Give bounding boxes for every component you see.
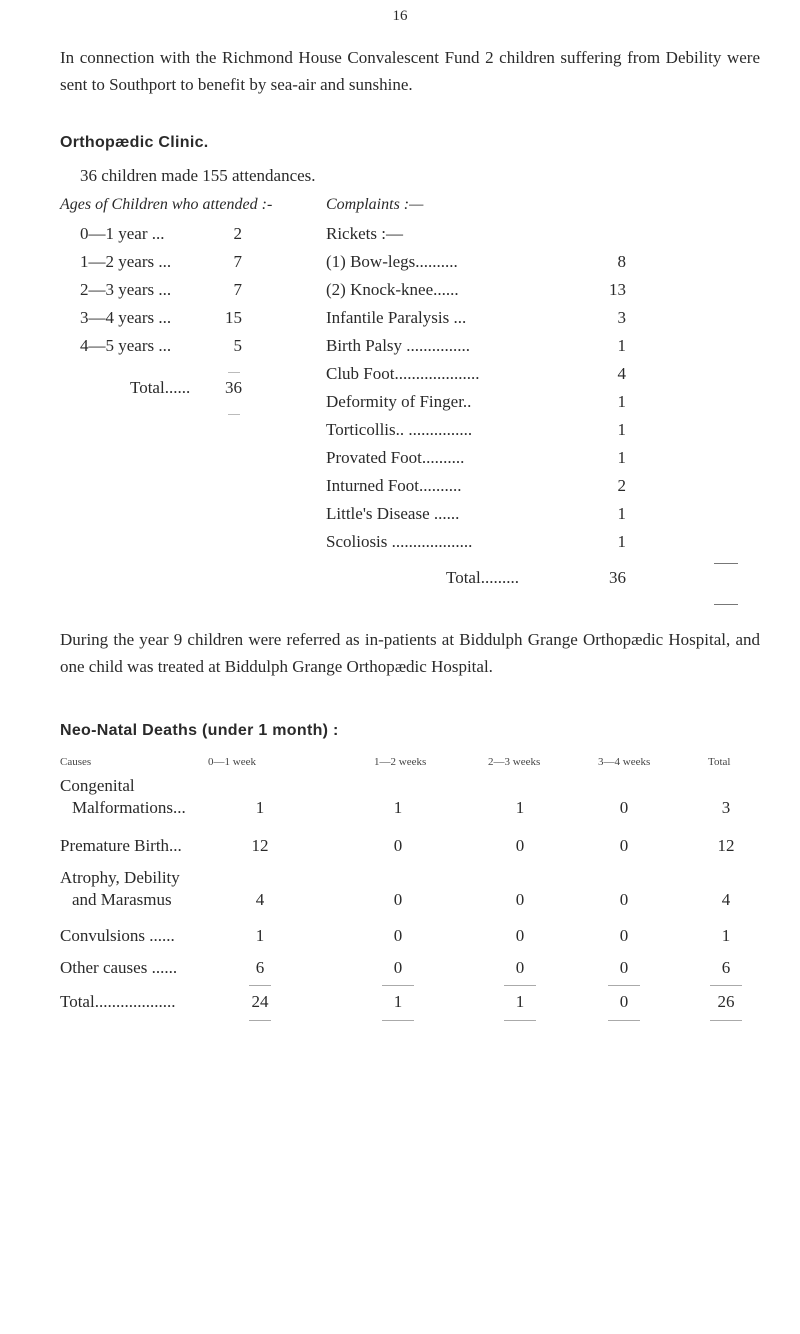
age-count: 5 xyxy=(233,336,242,355)
table-cell: 4 xyxy=(721,890,731,909)
table-cell: 12 xyxy=(717,836,735,855)
complaint-label: Club Foot.................... xyxy=(326,364,480,383)
age-count: 7 xyxy=(233,280,242,299)
table-cell: 0 xyxy=(619,926,629,945)
age-row xyxy=(80,280,242,300)
complaint-count: 1 xyxy=(617,392,626,411)
table-cell: 0 xyxy=(515,836,525,855)
complaint-label: Provated Foot.......... xyxy=(326,448,465,467)
attendance-summary: 36 children made 155 attendances. xyxy=(80,166,316,185)
column-header: 1—2 weeks xyxy=(374,756,427,768)
divider xyxy=(382,985,414,986)
ages-total-row xyxy=(130,378,242,398)
table-cell: 0 xyxy=(515,890,525,909)
complaint-label: Little's Disease ...... xyxy=(326,504,460,523)
age-row xyxy=(80,336,242,356)
table-cell: 3 xyxy=(721,798,731,817)
table-cell: 0 xyxy=(393,836,403,855)
neonatal-heading: Neo-Natal Deaths (under 1 month) : xyxy=(60,722,339,739)
complaint-row xyxy=(326,476,626,496)
divider xyxy=(608,985,640,986)
complaint-row xyxy=(326,252,626,272)
table-cell: 0 xyxy=(393,890,403,909)
table-cell: 0 xyxy=(619,798,629,817)
complaint-label: Infantile Paralysis ... xyxy=(326,308,467,327)
intro-paragraph: In connection with the Richmond House Convalescent Fund 2 children suffering from Debility were sent to Southport to benefit by sea-air and sunshine. xyxy=(60,48,760,94)
complaints-total-label: Total......... xyxy=(446,568,519,587)
divider xyxy=(504,985,536,986)
ages-heading: Ages of Children who attended :- xyxy=(60,196,273,213)
total-cell: 0 xyxy=(619,992,629,1011)
age-count: 7 xyxy=(233,252,242,271)
table-cell: 6 xyxy=(255,958,265,977)
table-cell: 0 xyxy=(515,958,525,977)
divider xyxy=(249,985,271,986)
cause-label: and Marasmus xyxy=(72,890,172,909)
divider xyxy=(714,604,738,605)
divider xyxy=(228,414,240,415)
age-label: 0—1 year ... xyxy=(80,224,165,243)
divider xyxy=(608,1020,640,1021)
divider xyxy=(710,985,742,986)
table-cell: 1 xyxy=(721,926,731,945)
complaints-total-count: 36 xyxy=(609,568,626,587)
complaint-row xyxy=(326,336,626,356)
total-cell: 1 xyxy=(393,992,403,1011)
age-label: 2—3 years ... xyxy=(80,280,172,299)
age-label: 3—4 years ... xyxy=(80,308,172,327)
complaint-count: 1 xyxy=(617,532,626,551)
age-row xyxy=(80,252,242,272)
total-cell: 26 xyxy=(717,992,735,1011)
complaints-total-row xyxy=(446,568,626,588)
complaint-count: 1 xyxy=(617,448,626,467)
table-cell: 0 xyxy=(515,926,525,945)
page-number: 16 xyxy=(392,8,408,24)
table-cell: 1 xyxy=(255,926,265,945)
divider xyxy=(714,563,738,564)
table-cell: 1 xyxy=(255,798,265,817)
table-cell: 0 xyxy=(619,836,629,855)
complaint-count: 1 xyxy=(617,504,626,523)
cause-label: Other causes ...... xyxy=(60,958,178,977)
ages-total-count: 36 xyxy=(225,378,242,397)
referral-paragraph: During the year 9 children were referred as in-patients at Biddulph Grange Orthopædic Hospital, and one child was treated at Biddulph Grange Orthopædic Hospital. xyxy=(60,630,760,676)
complaint-row xyxy=(326,308,626,328)
age-label: 1—2 years ... xyxy=(80,252,172,271)
table-cell: 0 xyxy=(619,958,629,977)
table-cell: 4 xyxy=(255,890,265,909)
total-cell: 24 xyxy=(251,992,269,1011)
complaint-row xyxy=(326,504,626,524)
complaint-row xyxy=(326,532,626,552)
complaints-heading: Complaints :— xyxy=(326,196,424,213)
age-count: 2 xyxy=(233,224,242,243)
complaint-label: Birth Palsy ............... xyxy=(326,336,471,355)
table-cell: 6 xyxy=(721,958,731,977)
complaint-label: Deformity of Finger.. xyxy=(326,392,472,411)
table-cell: 12 xyxy=(251,836,269,855)
column-header: Total xyxy=(708,756,731,768)
complaint-count: 2 xyxy=(617,476,626,495)
cause-label: Premature Birth... xyxy=(60,836,182,855)
complaint-row xyxy=(326,392,626,412)
complaint-label: Torticollis.. ............... xyxy=(326,420,473,439)
cause-label: Atrophy, Debility xyxy=(60,868,180,887)
column-header: 3—4 weeks xyxy=(598,756,651,768)
age-label: 4—5 years ... xyxy=(80,336,172,355)
complaint-row xyxy=(326,364,626,384)
complaint-label: (2) Knock-knee...... xyxy=(326,280,459,299)
complaint-count: 8 xyxy=(617,252,626,271)
table-cell: 0 xyxy=(393,926,403,945)
table-cell: 1 xyxy=(393,798,403,817)
table-cell: 1 xyxy=(515,798,525,817)
complaint-count: 1 xyxy=(617,420,626,439)
total-cell: 1 xyxy=(515,992,525,1011)
complaint-count: 3 xyxy=(617,308,626,327)
cause-label: Congenital xyxy=(60,776,135,795)
rickets-label: Rickets :— xyxy=(326,224,403,243)
complaint-label: Scoliosis ................... xyxy=(326,532,473,551)
complaint-label: Inturned Foot.......... xyxy=(326,476,462,495)
column-header: 2—3 weeks xyxy=(488,756,541,768)
complaint-label: (1) Bow-legs.......... xyxy=(326,252,458,271)
ages-total-label: Total...... xyxy=(130,378,191,397)
table-cell: 0 xyxy=(619,890,629,909)
divider xyxy=(710,1020,742,1021)
cause-label: Convulsions ...... xyxy=(60,926,175,945)
age-row xyxy=(80,308,242,328)
divider xyxy=(504,1020,536,1021)
total-label: Total................... xyxy=(60,992,176,1011)
orthopaedic-heading: Orthopædic Clinic. xyxy=(60,134,209,151)
divider xyxy=(228,372,240,373)
column-header: 0—1 week xyxy=(208,756,256,768)
complaint-row xyxy=(326,448,626,468)
divider xyxy=(382,1020,414,1021)
complaint-row xyxy=(326,280,626,300)
complaint-count: 1 xyxy=(617,336,626,355)
age-row xyxy=(80,224,242,244)
complaint-count: 4 xyxy=(617,364,626,383)
divider xyxy=(249,1020,271,1021)
complaint-count: 13 xyxy=(609,280,626,299)
age-count: 15 xyxy=(225,308,242,327)
cause-label: Malformations... xyxy=(72,798,186,817)
complaint-row xyxy=(326,420,626,440)
table-cell: 0 xyxy=(393,958,403,977)
column-header: Causes xyxy=(60,756,92,768)
